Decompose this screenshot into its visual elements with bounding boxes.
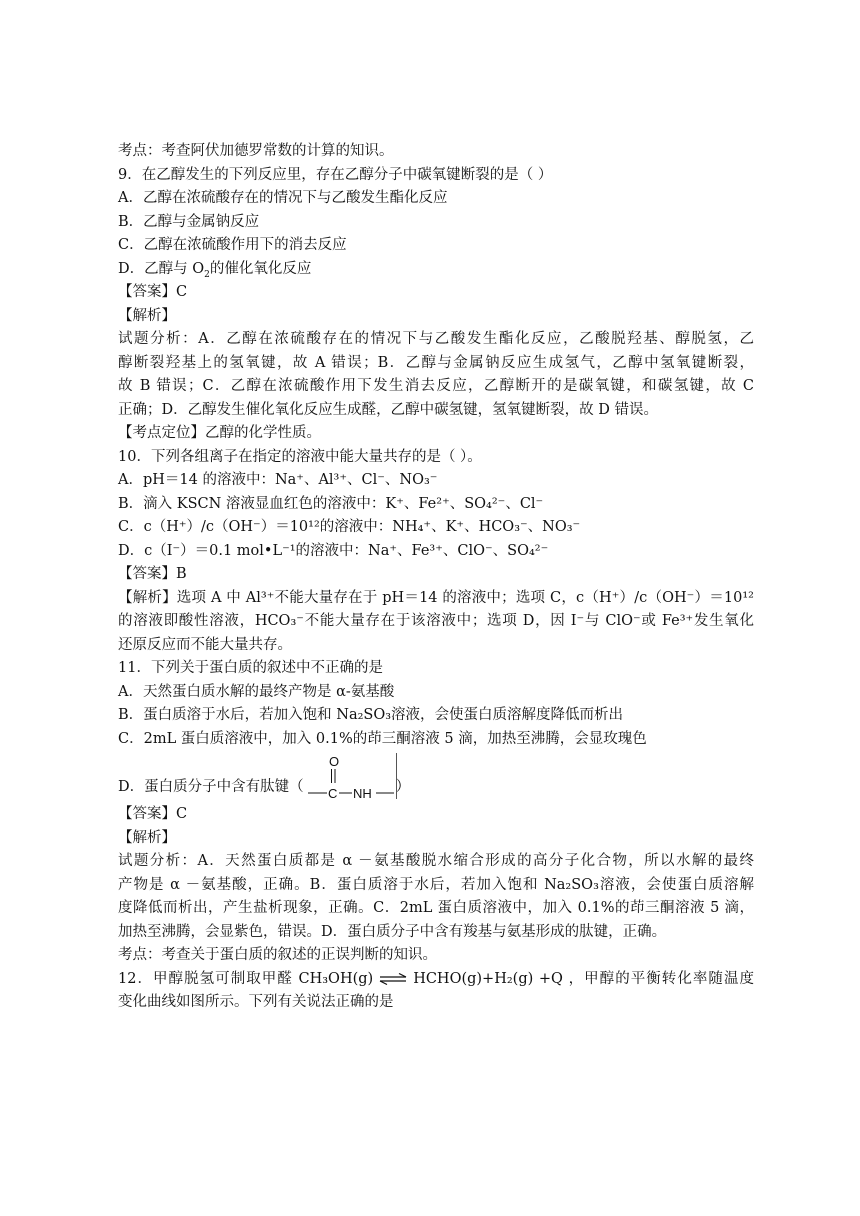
analysis-11-line-2: 产物是 α －氨基酸，正确。B．蛋白质溶于水后，若加入饱和 Na₂SO₃溶液，会使蛋白质溶解 xyxy=(118,876,754,893)
analysis-11-line-4: 加热至沸腾，会显紫色，错误。D．蛋白质分子中含有羧基与氨基形成的肽键，正确。 xyxy=(118,923,667,940)
question-12-line-1 xyxy=(118,968,754,992)
peptide-oxygen: O xyxy=(329,754,340,769)
analysis-10-line-2: 的溶液即酸性溶液，HCO₃⁻不能大量存在于该溶液中；选项 D，因 I⁻与 ClO⁻或 Fe³⁺发生氧化 xyxy=(118,613,754,629)
answer-10: 【答案】B xyxy=(118,566,187,582)
q9d-text-end: 的催化氧化反应 xyxy=(209,260,312,277)
q9-option-c: C．乙醇在浓硫酸作用下的消去反应 xyxy=(118,237,347,253)
q11d-text: D．蛋白质分子中含有肽键（ xyxy=(118,778,304,795)
q12-text-end: HCHO(g)+H₂(g) +Q ，甲醇的平衡转化率随温度 xyxy=(413,970,754,987)
answer-11: 【答案】C xyxy=(118,806,188,822)
q9-option-a: A．乙醇在浓硫酸存在的情况下与乙酸发生酯化反应 xyxy=(118,190,448,206)
q9-option-b: B．乙醇与金属钠反应 xyxy=(118,213,260,230)
peptide-bond-structure xyxy=(304,753,404,805)
question-11: 11．下列关于蛋白质的叙述中不正确的是 xyxy=(118,660,383,676)
analysis-9-line-3: 故 B 错误；C．乙醇在浓硫酸作用下发生消去反应，乙醇断开的是碳氧键，和碳氢键，故 C xyxy=(118,378,754,394)
answer-9: 【答案】C xyxy=(118,284,188,300)
q10-option-b: B．滴入 KSCN 溶液显血红色的溶液中：K⁺、Fe²⁺、SO₄²⁻、Cl⁻ xyxy=(118,495,544,512)
q10-option-a: A．pH＝14 的溶液中：Na⁺、Al³⁺、Cl⁻、NO₃⁻ xyxy=(118,472,438,488)
analysis-11-line-1: 试题分析：A．天然蛋白质都是 α －氨基酸脱水缩合形成的高分子化合物，所以水解的最终 xyxy=(118,853,754,869)
kaodian-11: 考点：考查关于蛋白质的叙述的正误判断的知识。 xyxy=(118,947,437,963)
q11d-paren-close: ） xyxy=(395,778,411,795)
q11-option-b: B．蛋白质溶于水后，若加入饱和 Na₂SO₃溶液，会使蛋白质溶解度降低而析出 xyxy=(118,707,624,723)
analysis-9-line-2: 醇断裂羟基上的氢氧键，故 A 错误；B．乙醇与金属钠反应生成氢气，乙醇中氢氧键断裂， xyxy=(118,354,754,371)
document-content xyxy=(118,140,754,1015)
analysis-label-11: 【解析】 xyxy=(118,829,176,846)
q9d-subscript: 2 xyxy=(204,269,210,280)
kaodian-dingwei-9: 【考点定位】乙醇的化学性质。 xyxy=(118,425,321,441)
question-9: 9．在乙醇发生的下列反应里，存在乙醇分子中碳氧键断裂的是（ ） xyxy=(118,166,553,183)
q9-option-d xyxy=(118,258,754,282)
q11-option-a: A．天然蛋白质水解的最终产物是 α-氨基酸 xyxy=(118,683,395,700)
analysis-9-line-4: 正确；D．乙醇发生催化氧化反应生成醛，乙醇中碳氢键，氢氧键断裂，故 D 错误。 xyxy=(118,401,658,418)
q10-option-c: C．c（H⁺）/c（OH⁻）＝10¹²的溶液中：NH₄⁺、K⁺、HCO₃⁻、NO₃⁻ xyxy=(118,519,581,535)
analysis-10-line-3: 还原反应而不能大量共存。 xyxy=(118,636,292,653)
q10-option-d: D．c（I⁻）＝0.1 mol•L⁻¹的溶液中：Na⁺、Fe³⁺、ClO⁻、SO₄²⁻ xyxy=(118,542,549,559)
analysis-label-9: 【解析】 xyxy=(118,307,176,324)
analysis-11-line-3: 度降低而析出，产生盐析现象，正确。C．2mL 蛋白质溶液中，加入 0.1%的茚三酮溶液 5 滴， xyxy=(118,900,754,916)
analysis-9-line-1: 试题分析：A．乙醇在浓硫酸存在的情况下与乙酸发生酯化反应，乙酸脱羟基、醇脱氢，乙 xyxy=(118,331,754,347)
q11-option-c: C．2mL 蛋白质溶液中，加入 0.1%的茚三酮溶液 5 滴，加热至沸腾，会显玫瑰色 xyxy=(118,730,647,747)
analysis-10-line-1: 【解析】选项 A 中 Al³⁺不能大量存在于 pH＝14 的溶液中；选项 C，c（H⁺）/c（OH⁻）＝10¹² xyxy=(118,589,754,606)
peptide-nh: NH xyxy=(353,786,372,801)
question-10: 10．下列各组离子在指定的溶液中能大量共存的是（ ）。 xyxy=(118,448,482,465)
question-12-line-2: 变化曲线如图所示。下列有关说法正确的是 xyxy=(118,994,394,1010)
peptide-carbon: C xyxy=(328,786,338,801)
q12-text-start: 12．甲醇脱氢可制取甲醛 CH₃OH(g) xyxy=(118,970,374,987)
equilibrium-arrow-icon xyxy=(379,973,407,985)
q11-option-d xyxy=(118,751,754,803)
kaodian-line: 考点：考查阿伏加德罗常数的计算的知识。 xyxy=(118,143,394,159)
q9d-text: D．乙醇与 O xyxy=(118,260,205,277)
